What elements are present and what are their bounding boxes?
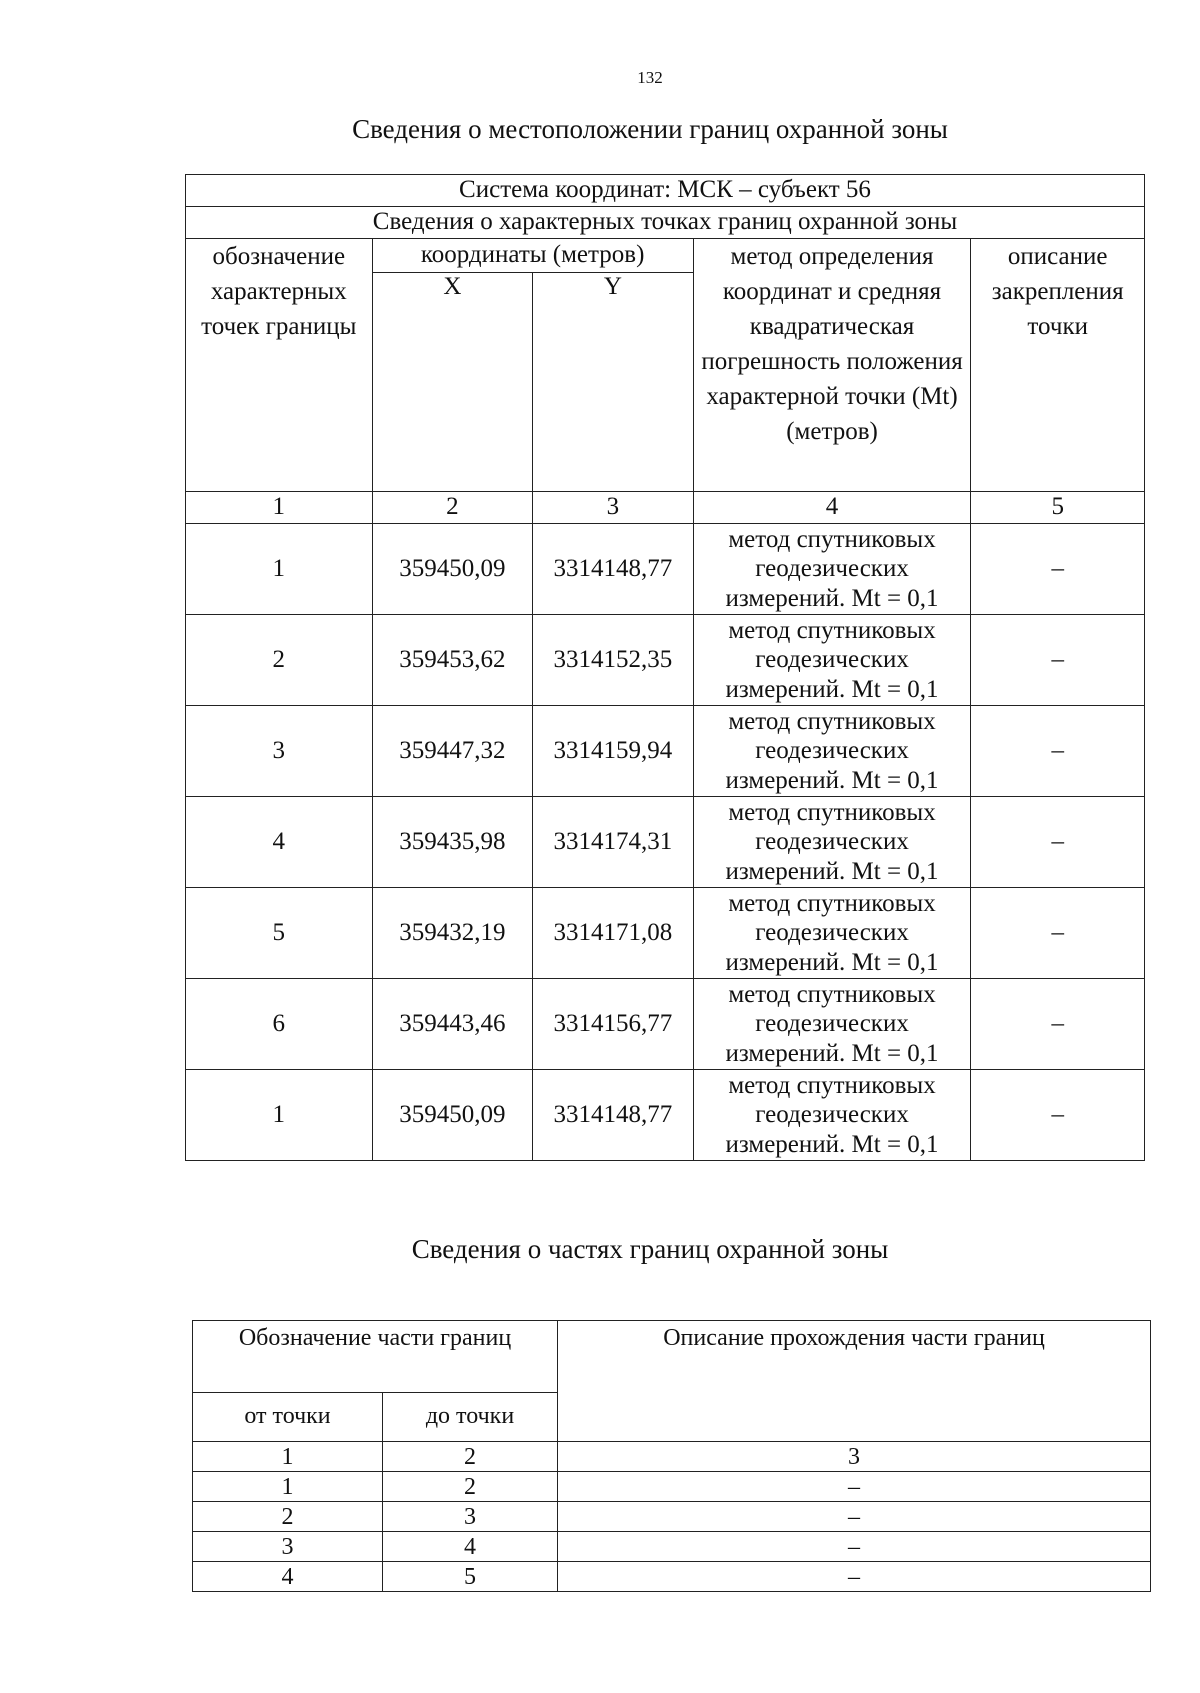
point-number: 4: [186, 797, 373, 888]
header-from-point: от точки: [193, 1393, 383, 1442]
coordinate-y: 3314156,77: [533, 979, 694, 1070]
method-description: метод спутниковых геодезических измерений. Mt = 0,1: [693, 979, 971, 1070]
method-description: метод спутниковых геодезических измерений. Mt = 0,1: [693, 615, 971, 706]
table-row: [186, 888, 1145, 979]
header-part-designation: Обозначение части границ: [193, 1321, 558, 1393]
table-row: [186, 706, 1145, 797]
fixing-description: –: [971, 979, 1145, 1070]
point-number: 3: [186, 706, 373, 797]
header-x: X: [372, 273, 533, 492]
header-designation: обозначение характерных точек границы: [186, 239, 373, 492]
to-point: 4: [383, 1532, 558, 1562]
column-number: 1: [193, 1442, 383, 1472]
coordinate-y: 3314159,94: [533, 706, 694, 797]
column-number: 1: [186, 492, 373, 524]
part-description: –: [558, 1562, 1151, 1592]
method-description: метод спутниковых геодезических измерений. Mt = 0,1: [693, 524, 971, 615]
column-number: 4: [693, 492, 971, 524]
fixing-description: –: [971, 797, 1145, 888]
coordinate-system: Система координат: МСК – субъект 56: [186, 175, 1145, 207]
header-coordinates: координаты (метров): [372, 239, 693, 273]
table-row: [193, 1532, 1151, 1562]
header-part-description: Описание прохождения части границ: [558, 1321, 1151, 1442]
part-description: –: [558, 1502, 1151, 1532]
point-number: 1: [186, 524, 373, 615]
coordinate-x: 359447,32: [372, 706, 533, 797]
table-row: [193, 1562, 1151, 1592]
table-row: [186, 615, 1145, 706]
fixing-description: –: [971, 524, 1145, 615]
coordinate-y: 3314174,31: [533, 797, 694, 888]
fixing-description: –: [971, 1070, 1145, 1161]
column-number: 2: [383, 1442, 558, 1472]
header-y: Y: [533, 273, 694, 492]
points-caption: Сведения о характерных точках границ охранной зоны: [186, 207, 1145, 239]
table-row: [193, 1472, 1151, 1502]
coordinate-x: 359450,09: [372, 524, 533, 615]
header-fixing: описание закрепления точки: [971, 239, 1145, 492]
to-point: 2: [383, 1472, 558, 1502]
parts-table: [192, 1320, 1151, 1592]
point-number: 6: [186, 979, 373, 1070]
method-description: метод спутниковых геодезических измерений. Mt = 0,1: [693, 1070, 971, 1161]
table-row: [186, 797, 1145, 888]
table-row: [186, 524, 1145, 615]
coordinate-x: 359435,98: [372, 797, 533, 888]
coordinate-y: 3314148,77: [533, 1070, 694, 1161]
table-row: [186, 979, 1145, 1070]
table-row: [186, 1070, 1145, 1161]
fixing-description: –: [971, 888, 1145, 979]
coordinate-x: 359443,46: [372, 979, 533, 1070]
coordinate-y: 3314152,35: [533, 615, 694, 706]
part-description: –: [558, 1532, 1151, 1562]
coordinate-x: 359450,09: [372, 1070, 533, 1161]
column-number: 5: [971, 492, 1145, 524]
section-title-parts: Сведения о частях границ охранной зоны: [411, 1234, 889, 1264]
to-point: 5: [383, 1562, 558, 1592]
coordinate-x: 359453,62: [372, 615, 533, 706]
coordinate-y: 3314148,77: [533, 524, 694, 615]
fixing-description: –: [971, 706, 1145, 797]
section-title-boundaries: Сведения о местоположении границ охранной зоны: [352, 114, 948, 144]
method-description: метод спутниковых геодезических измерений. Mt = 0,1: [693, 706, 971, 797]
column-number: 3: [533, 492, 694, 524]
page-number: 132: [637, 68, 663, 87]
part-description: –: [558, 1472, 1151, 1502]
method-description: метод спутниковых геодезических измерений. Mt = 0,1: [693, 797, 971, 888]
coordinate-y: 3314171,08: [533, 888, 694, 979]
column-number: 3: [558, 1442, 1151, 1472]
from-point: 2: [193, 1502, 383, 1532]
from-point: 4: [193, 1562, 383, 1592]
point-number: 2: [186, 615, 373, 706]
column-number: 2: [372, 492, 533, 524]
table-row: [193, 1502, 1151, 1532]
point-number: 5: [186, 888, 373, 979]
method-description: метод спутниковых геодезических измерений. Mt = 0,1: [693, 888, 971, 979]
header-to-point: до точки: [383, 1393, 558, 1442]
points-table: [185, 174, 1145, 1161]
to-point: 3: [383, 1502, 558, 1532]
point-number: 1: [186, 1070, 373, 1161]
coordinate-x: 359432,19: [372, 888, 533, 979]
fixing-description: –: [971, 615, 1145, 706]
from-point: 1: [193, 1472, 383, 1502]
header-method: метод определения координат и средняя квадратическая погрешность положения характерной точки (Mt) (метров): [693, 239, 971, 492]
from-point: 3: [193, 1532, 383, 1562]
